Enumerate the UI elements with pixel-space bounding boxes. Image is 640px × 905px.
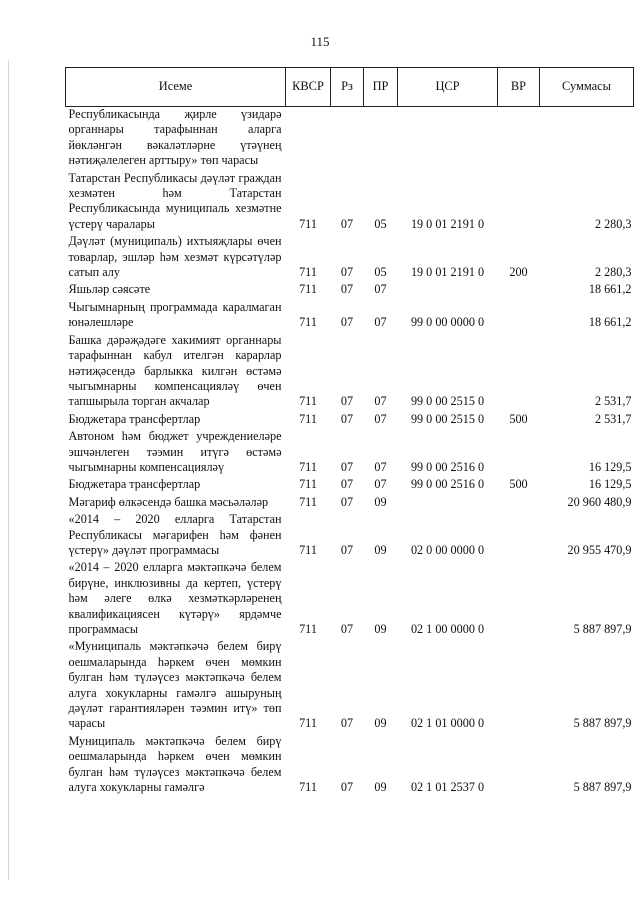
- cell-pr: 09: [374, 494, 387, 509]
- cell-csr: 02 1 00 0000 0: [410, 622, 485, 636]
- budget-table: [65, 67, 634, 795]
- table-row: [66, 475, 634, 492]
- table-body: [66, 107, 634, 796]
- cell-kvsr: [286, 107, 331, 169]
- cell-kvsr: 711: [299, 716, 317, 731]
- cell-name: Татарстан Республикасы дәүләт граждан хезмәтен һәм Татарстан Республикасында муниципаль хезмәтне үстерү чаралары: [68, 170, 282, 231]
- cell-pr: 09: [374, 716, 387, 731]
- cell-rz: 07: [340, 542, 354, 557]
- cell-csr: [398, 280, 498, 297]
- cell-rz: 07: [340, 216, 354, 231]
- header-name: Исеме: [66, 68, 286, 107]
- cell-pr: 07: [374, 394, 387, 409]
- cell-sum: 2 280,3: [594, 216, 632, 231]
- table-row: [66, 427, 634, 475]
- cell-rz: 07: [340, 394, 354, 409]
- cell-name: «2014 – 2020 елларга мәктәпкәчә белем бирүне, инклюзивны да кертеп, үстерү һәм әлеге өлкә хезмәткәрләренең квалификациясен күтәрү» ярдәмче программасы: [68, 560, 282, 636]
- cell-name: Бюджетара трансфертлар: [68, 477, 201, 492]
- cell-name: Чыгымнарның программада каралмаган юнәлешләре: [68, 299, 282, 330]
- cell-vr: [498, 637, 540, 731]
- cell-rz: 07: [340, 622, 354, 636]
- cell-name: Яшьләр сәясәте: [68, 282, 151, 297]
- cell-sum: 5 887 897,9: [573, 622, 632, 636]
- cell-pr: 07: [374, 315, 387, 330]
- cell-rz: [331, 107, 364, 169]
- table-row: [66, 732, 634, 796]
- cell-csr: 19 0 01 2191 0: [410, 216, 485, 231]
- scan-margin-mark: [8, 60, 9, 880]
- cell-kvsr: 711: [299, 622, 317, 636]
- cell-kvsr: 711: [299, 265, 317, 280]
- cell-vr: [498, 510, 540, 558]
- cell-vr: [498, 298, 540, 331]
- header-vr: ВР: [498, 68, 540, 107]
- cell-sum: 2 531,7: [594, 411, 632, 426]
- table-row: [66, 280, 634, 297]
- cell-kvsr: 711: [299, 459, 317, 474]
- cell-pr: 09: [374, 780, 387, 795]
- cell-pr: 07: [374, 411, 387, 426]
- cell-sum: 2 280,3: [594, 265, 632, 280]
- cell-name: Бюджетара трансфертлар: [68, 411, 201, 426]
- cell-kvsr: 711: [299, 780, 317, 795]
- cell-vr: [498, 280, 540, 297]
- cell-rz: 07: [340, 494, 354, 509]
- cell-csr: 99 0 00 2515 0: [410, 411, 485, 426]
- header-csr: ЦСР: [398, 68, 498, 107]
- table-row: [66, 510, 634, 558]
- table-row: [66, 493, 634, 510]
- cell-vr: [498, 427, 540, 475]
- header-rz: Рз: [331, 68, 364, 107]
- cell-sum: 16 129,5: [588, 477, 632, 492]
- cell-pr: 07: [374, 459, 387, 474]
- cell-pr: 07: [374, 282, 387, 297]
- cell-csr: 19 0 01 2191 0: [410, 265, 485, 280]
- cell-csr: 99 0 00 2516 0: [410, 459, 485, 474]
- cell-vr: [498, 493, 540, 510]
- header-sum: Суммасы: [540, 68, 634, 107]
- cell-name: Мәгариф өлкәсендә башка мәсьәләләр: [68, 494, 269, 509]
- cell-kvsr: 711: [299, 315, 317, 330]
- table-header: [66, 68, 634, 107]
- cell-csr: 99 0 00 2516 0: [410, 477, 485, 492]
- cell-rz: 07: [340, 315, 354, 330]
- cell-kvsr: 711: [299, 494, 317, 509]
- cell-sum: 5 887 897,9: [573, 780, 632, 795]
- cell-pr: 09: [374, 622, 387, 636]
- cell-name: Башка дәрәҗәдәге хакимият органнары тарафыннан кабул ителгән карарлар нәтиҗәсендә барлыкка килгән өстәмә чыгымнарны компенсацияләү өчен тапшырыла торган акчалар: [68, 332, 282, 409]
- cell-name: Автоном һәм бюджет учреждениеләре эшчәнлеген тәэмин итүгә өстәмә чыгымнарны компенсацияләү: [68, 429, 282, 474]
- cell-vr: 200: [509, 265, 528, 280]
- cell-rz: 07: [340, 477, 354, 492]
- cell-rz: 07: [340, 265, 354, 280]
- cell-vr: 500: [509, 477, 528, 492]
- cell-kvsr: 711: [299, 477, 317, 492]
- table-row: [66, 558, 634, 637]
- cell-vr: [498, 107, 540, 169]
- cell-sum: 16 129,5: [588, 459, 632, 474]
- cell-sum: [540, 107, 634, 169]
- cell-kvsr: 711: [299, 216, 317, 231]
- table-row: [66, 331, 634, 410]
- cell-rz: 07: [340, 459, 354, 474]
- cell-kvsr: 711: [299, 394, 317, 409]
- cell-sum: 2 531,7: [594, 394, 632, 409]
- cell-csr: 02 1 01 0000 0: [410, 716, 485, 731]
- table-row: [66, 232, 634, 280]
- table-row: [66, 298, 634, 331]
- cell-rz: 07: [340, 411, 354, 426]
- cell-csr: 99 0 00 0000 0: [410, 315, 485, 330]
- table-row: [66, 410, 634, 427]
- cell-csr: [398, 107, 498, 169]
- cell-vr: [498, 169, 540, 233]
- cell-csr: [398, 493, 498, 510]
- cell-csr: 99 0 00 2515 0: [410, 394, 485, 409]
- cell-csr: 02 1 01 2537 0: [410, 780, 485, 795]
- cell-sum: 5 887 897,9: [573, 716, 632, 731]
- header-kvsr: КВСР: [286, 68, 331, 107]
- cell-pr: 05: [374, 265, 387, 280]
- cell-vr: [498, 558, 540, 637]
- cell-name: «Муниципаль мәктәпкәчә белем бирү оешмаларында һәркем өчен мөмкин булган һәм түләүсез мәктәпкәчә белем алуга хокукларны гамәлгә ашыруның дәүләт гарантияләрен тәэмин итү» төп чарасы: [68, 639, 282, 731]
- page-number: 115: [310, 34, 330, 49]
- table-row: [66, 169, 634, 233]
- cell-rz: 07: [340, 780, 354, 795]
- cell-kvsr: 711: [299, 411, 317, 426]
- cell-vr: 500: [509, 411, 528, 426]
- cell-pr: 09: [374, 542, 387, 557]
- cell-sum: 20 960 480,9: [567, 494, 632, 509]
- cell-pr: 05: [374, 216, 387, 231]
- table-row: [66, 637, 634, 731]
- cell-vr: [498, 331, 540, 410]
- cell-vr: [498, 732, 540, 796]
- cell-name: Муниципаль мәктәпкәчә белем бирү оешмаларында һәркем өчен мөмкин булган һәм түләүсез мәктәпкәчә белем алуга хокукларны гамәлгә: [68, 733, 282, 795]
- cell-csr: 02 0 00 0000 0: [410, 542, 485, 557]
- cell-pr: [364, 107, 398, 169]
- cell-rz: 07: [340, 282, 354, 297]
- cell-pr: 07: [374, 477, 387, 492]
- cell-sum: 18 661,2: [588, 315, 632, 330]
- header-pr: ПР: [364, 68, 398, 107]
- cell-name: Дәүләт (муниципаль) ихтыяҗлары өчен товарлар, эшләр һәм хезмәт күрсәтүләр сатып алу: [68, 234, 282, 280]
- cell-sum: 18 661,2: [588, 282, 632, 297]
- cell-kvsr: 711: [299, 282, 317, 297]
- cell-name: Республикасында җирле үзидарә органнары тарафыннан аларга йөкләнгән вәкаләтләрне үтәүнең нәтиҗәлелеген арттыру» төп чарасы: [68, 107, 282, 168]
- cell-rz: 07: [340, 716, 354, 731]
- cell-name: «2014 – 2020 елларга Татарстан Республикасы мәгарифен һәм фәнен үстерү» дәүләт программасы: [68, 512, 282, 557]
- table-row: [66, 107, 634, 169]
- cell-kvsr: 711: [299, 542, 317, 557]
- cell-sum: 20 955 470,9: [567, 542, 632, 557]
